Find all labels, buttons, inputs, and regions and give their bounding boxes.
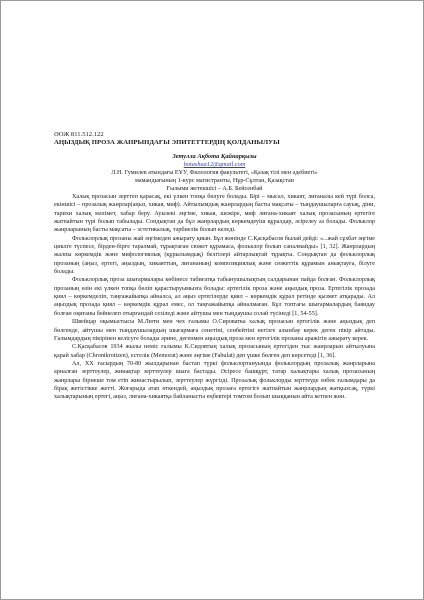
author-affiliation-line-2: мамандығының 1-курс магистранты, Нұр-Сұлтан, Қазақстан xyxy=(135,178,294,184)
body-paragraph: Швейцар оқымыстысы М.Люти мен чех ғалымы О.Сироватка халық прозасын ертегілік және аңыздық деп бөлгенде, айтушы мен тыңдаушылардың шығармаға сенетіні, сенбейтіні негізге алынбау керек деген пікір айтады. Ғалымдардың пікірінен келісуге болады әрине, дегенмен аңыздық проза мен ертегілік прозаны аражігін ажырату керек. xyxy=(54,319,375,342)
body-paragraph: Фольклорлық проза шығармалары көбінесе табиғатқа табынушылықтың салдарынан пайда болған. Фольклорлық прозаның өзін екі үлкен топқа бөліп қарастыруымызға болады: ертегілік проза және аңыздық проза. Ертегілік прозада қиял – көркемделіп, таңғажайыпқа айналса, ал аңыз ертегілерде қиял – көркемдік құрал ретінде қызмет атқарады. Ал аңыздық прозада қиял – көркемдік құрал емес, ол таңғажайыпқа айналмаған. Бұл топтағы шығармалардың баяндау болған оқиғаны бейнелеп отырғандай сезіледі және айтушы мен тыңдаушы солай түсінеді [1, 54-55]. xyxy=(54,277,375,317)
udc-code: ӘОЖ 811.512.122 xyxy=(54,131,104,138)
author-affiliation-line-1: Л.Н. Гумилев атындағы ЕҰУ, Филология факультеті, «Қазақ тілі мен әдебиеті» xyxy=(111,170,318,176)
article-body xyxy=(54,193,375,402)
body-paragraph: Фольклорлық прозаны жай әңгімеден ажырату қиын. Бұл жөнінде С.Қасқабасов былай дейді: «...жай сұхбат әңгіме циклге түспесе, бірден-бірге таралмай, тұрақтаған сюжет құрамаса, фольклор болып саналмайды» [1, 32]. Жанрлардың жалпы көркемдік және мифологиялық (құрылымдық) белгілері айтарлықтай тұрақты. Сондықтан да фольклорлық прозаның (аңыз, ертегі, аңыздың, хикаяттың, лиғананың) композициялық және сюжеттік құрамын анықтауға, білуге болады. xyxy=(54,235,375,276)
author-email-link[interactable]: botashaa12@gmail.com xyxy=(183,161,246,168)
body-paragraph: Ал, ХХ ғасырдың 70-80 жылдарынан бастап түркі фольклортануында фольклордың прозалық жанрларына арналған зерттеулер, жинақтар зерттеулер шыға бастады. Әсіресе башқұрт, татар халықтары халық прозасының жанрлары бірнеше том етіп жинастырылып, зерттеулер жүргізді. Прозалық фольклорды зерттеуде өзбек ғалымдары да бірақ жетістікке жетті. Жоғарыда атап өткендей, аңыздық прозаға ертегіге жатпайтын жанрлардың жатқызсақ, түркі халықтарының ертегі, аңыз, лиғана-хикаятқа байланысты еңбектері томтом болып шыққанын айта кетпен жөн. xyxy=(54,360,375,401)
document-page xyxy=(54,131,375,402)
article-title: АҢЫЗДЫҚ ПРОЗА ЖАНРЫНДАҒЫ ЭПИТЕТТЕРДІҢ ҚОЛДАНЫЛУЫ xyxy=(54,139,280,146)
scientific-supervisor: Ғылыми жетекшісі – А.Б. Бейсенбай xyxy=(166,186,263,192)
body-paragraph: Халық прозасын зерттеп қарасақ, екі үлкен топқа бөлуге болады. Бірі – мысал, хикаят, лиғаналы кей түрі болса, екіншісі – прозалық жанрлар(аңыз, хикая, миф). Айтылымдық жанрлардың басты мақсаты – тыңдаушыларға сауық, діни, тарихи халық мәлімет, хабар беру. Ауызекі әңгіме, хикая, шежіре, миф лиғана-хикаят халық прозасының ертегіге жатпайтын түрі болып табылады. Сондықтан да бұл жанрлардың көркемдеуіш құралдар, әсірелеу аз болады. Фольклор жанрларының басты мақсаты – эстетикалық, тәрбиелік болып келеді. xyxy=(54,194,375,234)
body-paragraph: С.Қасқабасов 1934 жылы неміс ғалымы К.Сидовтың халық прозасының ертегіден тыс жанрларын айтылуына қарай хабар (Chronikrotizen), естелік (Memorat) және әңгіме (Fabulat) деп үшке бөлген деп көрсетеді [1, 36]. xyxy=(54,344,375,359)
author-name: Зетулла Ақбота Қайнарқызы xyxy=(172,153,257,160)
